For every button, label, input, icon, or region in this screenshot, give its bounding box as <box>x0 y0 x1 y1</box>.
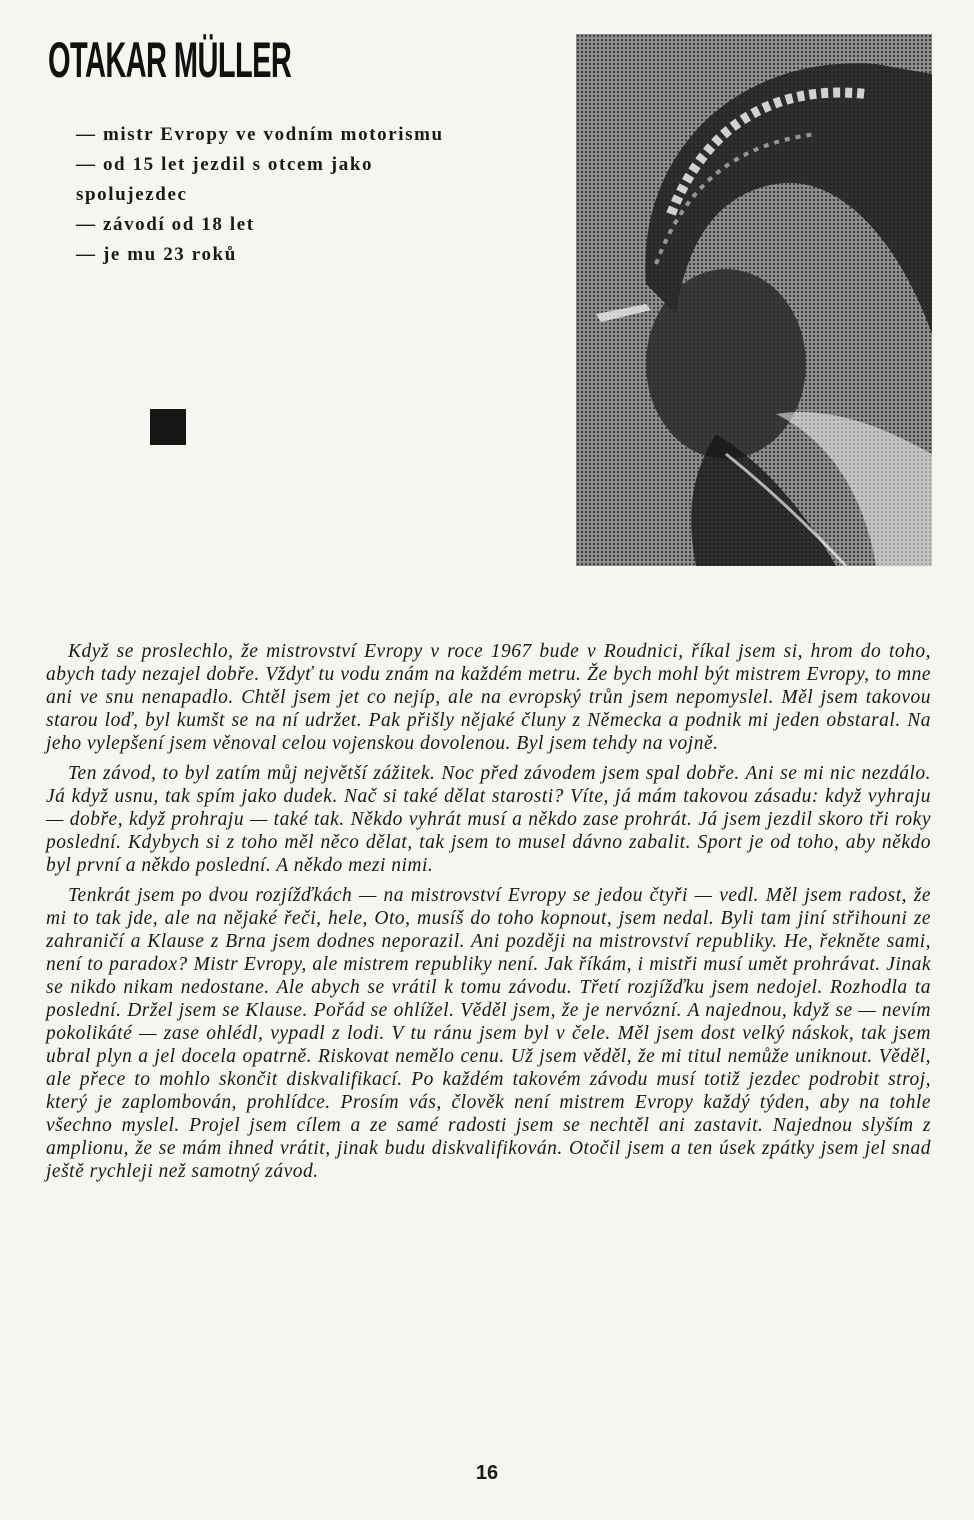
body-paragraph: Když se proslechlo, že mistrovství Evropy v roce 1967 bude v Roudnici, říkal jsem si, hrom do toho, abych tady nezajel dobře. Vždyť tu vodu znám na každém metru. Že bych mohl být mistrem Evropy, to mne ani ve snu nenapadlo. Chtěl jsem jet co nejíp, ale na evropský trůn jsem nepomyslel. Měl jsem takovou starou loď, byl kumšt se na ní udržet. Pak přišly nějaké čluny z Německa a podnik mi jeden obstaral. Na jeho vylepšení jsem věnoval celou vojenskou dovolenou. Byl jsem tehdy na vojně. <box>46 641 931 754</box>
fact-item: — od 15 let jezdil s otcem jako spolujezdec <box>76 154 374 205</box>
page-number: 16 <box>475 1462 499 1484</box>
black-square-marker <box>150 409 186 445</box>
fact-item: — je mu 23 roků <box>76 244 237 265</box>
fact-list <box>48 120 478 270</box>
portrait-photo <box>576 34 932 566</box>
fact-item: — závodí od 18 let <box>76 214 255 235</box>
article-title: OTAKAR MÜLLER <box>48 32 292 88</box>
body-paragraph: Tenkrát jsem po dvou rozjížďkách — na mistrovství Evropy se jedou čtyři — vedl. Měl jsem radost, že mi to tak jde, ale na nějaké řeči, hele, Oto, musíš do toho kopnout, jsem nedal. Byli tam jiní střihouni ze zahraničí a Klause z Brna jsem dodnes neporazil. Ani později na mistrovství republiky. He, řekněte sami, není to paradox? Mistr Evropy, ale mistrem republiky není. Jak říkám, i mistři musí umět prohrávat. Jinak se nikdo nikam nedostane. Ale abych se vrátil k tomu závodu. Třetí rozjížďku jsem nedojel. Rozhodla ta poslední. Držel jsem se Klause. Pořád se ohlížel. Věděl jsem, že je nervózní. A najednou, když se — nevím pokolikáté — zase ohlédl, vypadl z lodi. V tu ránu jsem byl v čele. Měl jsem dost velký náskok, tak jsem ubral plyn a jel docela opatrně. Riskovat nemělo cenu. Už jsem věděl, že mi titul nemůže uniknout. Věděl, ale přece to mohlo skončit diskvalifikací. Po každém takovém závodu musí totiž jezdec podrobit stroj, který je zaplombován, prohlídce. Prosím vás, člověk není mistrem Evropy každý týden, aby na tohle všechno myslel. Projel jsem cílem a ze samé radosti jsem se nechtěl ani zastavit. Najednou slyším z amplionu, že se mám ihned vrátit, jinak budu diskvalifikován. Otočil jsem a ten úsek zpátky jsem jel snad ještě rychleji než samotný závod. <box>46 885 931 1182</box>
portrait-halftone-drawing <box>576 34 932 566</box>
fact-item: — mistr Evropy ve vodním motorismu <box>76 124 444 145</box>
article-body <box>46 640 931 1190</box>
body-paragraph: Ten závod, to byl zatím můj největší zážitek. Noc před závodem jsem spal dobře. Ani se mi nic nezdálo. Já když usnu, tak spím jako dudek. Nač si také dělat starosti? Víte, já mám takovou zásadu: když vyhraju — dobře, když prohraju — také tak. Někdo vyhrát musí a někdo zase prohrát. Já jsem jezdil skoro tři roky poslední. Kdybych si z toho měl něco dělat, tak jsem to musel dávno zabalit. Sport je od toho, aby někdo byl první a někdo poslední. A někdo mezi nimi. <box>46 763 931 876</box>
